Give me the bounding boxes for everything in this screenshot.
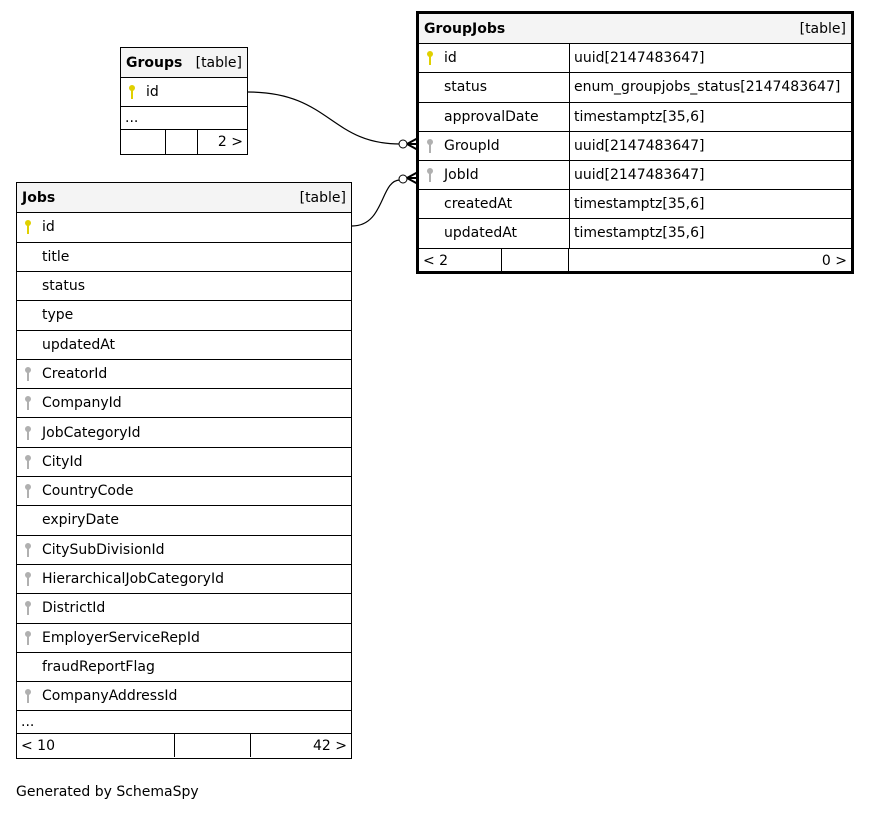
primary-key-icon	[17, 219, 39, 235]
column-row[interactable]	[17, 388, 351, 417]
column-type: timestamptz[35,6]	[569, 219, 704, 247]
column-name: CityId	[42, 453, 83, 470]
column-row[interactable]	[17, 593, 351, 622]
column-type: uuid[2147483647]	[569, 161, 705, 189]
column-name: status	[444, 79, 488, 96]
table-kind: [table]	[799, 20, 846, 37]
foreign-key-icon	[17, 483, 39, 499]
column-row[interactable]	[17, 505, 351, 534]
foreign-key-icon	[419, 138, 441, 154]
column-row[interactable]	[17, 300, 351, 329]
column-name: updatedAt	[444, 225, 518, 242]
foreign-key-icon	[17, 366, 39, 382]
nav-right[interactable]: 0 >	[568, 249, 851, 274]
column-name: GroupId	[444, 137, 500, 154]
nav-row[interactable]	[17, 733, 351, 757]
column-row[interactable]	[17, 417, 351, 446]
column-row[interactable]	[17, 359, 351, 388]
column-type: timestamptz[35,6]	[569, 190, 704, 218]
column-name: id	[146, 84, 159, 100]
more-columns[interactable]	[17, 710, 351, 733]
nav-left[interactable]: < 2	[423, 253, 449, 270]
foreign-key-icon	[17, 630, 39, 646]
column-name: JobId	[444, 167, 479, 184]
column-name: CompanyAddressId	[42, 688, 178, 705]
primary-key-icon	[419, 50, 441, 66]
foreign-key-icon	[17, 600, 39, 616]
column-type: timestamptz[35,6]	[569, 103, 704, 131]
table-kind: [table]	[299, 189, 346, 206]
generated-by-footer: Generated by SchemaSpy	[16, 784, 199, 800]
column-name: CompanyId	[42, 395, 122, 412]
table-groups[interactable]	[120, 47, 248, 155]
jobs-header[interactable]	[17, 183, 351, 212]
table-name: GroupJobs	[424, 20, 506, 37]
foreign-key-icon	[419, 167, 441, 183]
column-name: fraudReportFlag	[42, 658, 155, 675]
column-row[interactable]	[419, 218, 851, 247]
foreign-key-icon	[17, 542, 39, 558]
primary-key-icon	[121, 84, 143, 100]
foreign-key-icon	[17, 425, 39, 441]
groups-edge-optional-circle	[399, 140, 407, 148]
nav-left[interactable]: < 10	[21, 737, 55, 754]
column-row[interactable]	[17, 242, 351, 271]
nav-right[interactable]: 42 >	[250, 734, 351, 757]
nav-mid	[501, 249, 568, 274]
column-row[interactable]	[17, 476, 351, 505]
column-row[interactable]	[419, 160, 851, 189]
column-row[interactable]	[17, 330, 351, 359]
nav-mid	[174, 734, 250, 757]
nav-mid	[165, 130, 197, 154]
column-name: updatedAt	[42, 336, 116, 353]
more-ellipsis: ...	[125, 110, 139, 126]
column-row[interactable]	[17, 447, 351, 476]
table-kind: [table]	[195, 54, 242, 71]
table-jobs[interactable]	[16, 182, 352, 759]
foreign-key-icon	[17, 454, 39, 470]
foreign-key-icon	[17, 571, 39, 587]
column-row[interactable]	[419, 102, 851, 131]
column-row[interactable]	[17, 212, 351, 241]
column-name: CitySubDivisionId	[42, 541, 165, 558]
column-row[interactable]	[17, 535, 351, 564]
column-row[interactable]	[17, 271, 351, 300]
column-row[interactable]	[419, 72, 851, 101]
column-name: status	[42, 278, 86, 295]
column-name: HierarchicalJobCategoryId	[42, 571, 224, 588]
column-row[interactable]	[17, 652, 351, 681]
column-row[interactable]	[121, 77, 247, 106]
column-name: createdAt	[444, 196, 513, 213]
table-name: Groups	[126, 54, 183, 71]
column-name: EmployerServiceRepId	[42, 629, 200, 646]
groups-to-groupjobs-edge	[248, 92, 400, 144]
column-row[interactable]	[17, 564, 351, 593]
more-ellipsis: ...	[21, 714, 35, 731]
column-type: uuid[2147483647]	[569, 44, 705, 72]
column-row[interactable]	[17, 681, 351, 710]
column-name: type	[42, 307, 74, 324]
table-name: Jobs	[22, 189, 56, 206]
jobs-edge-optional-circle	[399, 175, 407, 183]
column-type: enum_groupjobs_status[2147483647]	[569, 73, 840, 101]
groups-header[interactable]	[121, 48, 247, 77]
column-name: approvalDate	[444, 108, 539, 125]
column-name: id	[444, 50, 457, 67]
nav-row[interactable]	[419, 248, 851, 274]
column-name: DistrictId	[42, 600, 106, 617]
column-name: CreatorId	[42, 365, 108, 382]
nav-row[interactable]	[121, 129, 247, 154]
more-columns[interactable]	[121, 106, 247, 129]
jobs-to-groupjobs-edge	[352, 180, 400, 226]
column-name: title	[42, 248, 70, 265]
column-type: uuid[2147483647]	[569, 132, 705, 160]
column-row[interactable]	[17, 623, 351, 652]
nav-right[interactable]: 2 >	[197, 130, 247, 154]
column-name: JobCategoryId	[42, 424, 141, 441]
foreign-key-icon	[17, 395, 39, 411]
column-row[interactable]	[419, 131, 851, 160]
column-row[interactable]	[419, 43, 851, 72]
foreign-key-icon	[17, 688, 39, 704]
column-name: CountryCode	[42, 483, 134, 500]
column-name: expiryDate	[42, 512, 119, 529]
column-row[interactable]	[419, 189, 851, 218]
groupjobs-header[interactable]	[419, 14, 851, 43]
table-groupjobs[interactable]	[416, 11, 854, 274]
column-name: id	[42, 219, 55, 236]
